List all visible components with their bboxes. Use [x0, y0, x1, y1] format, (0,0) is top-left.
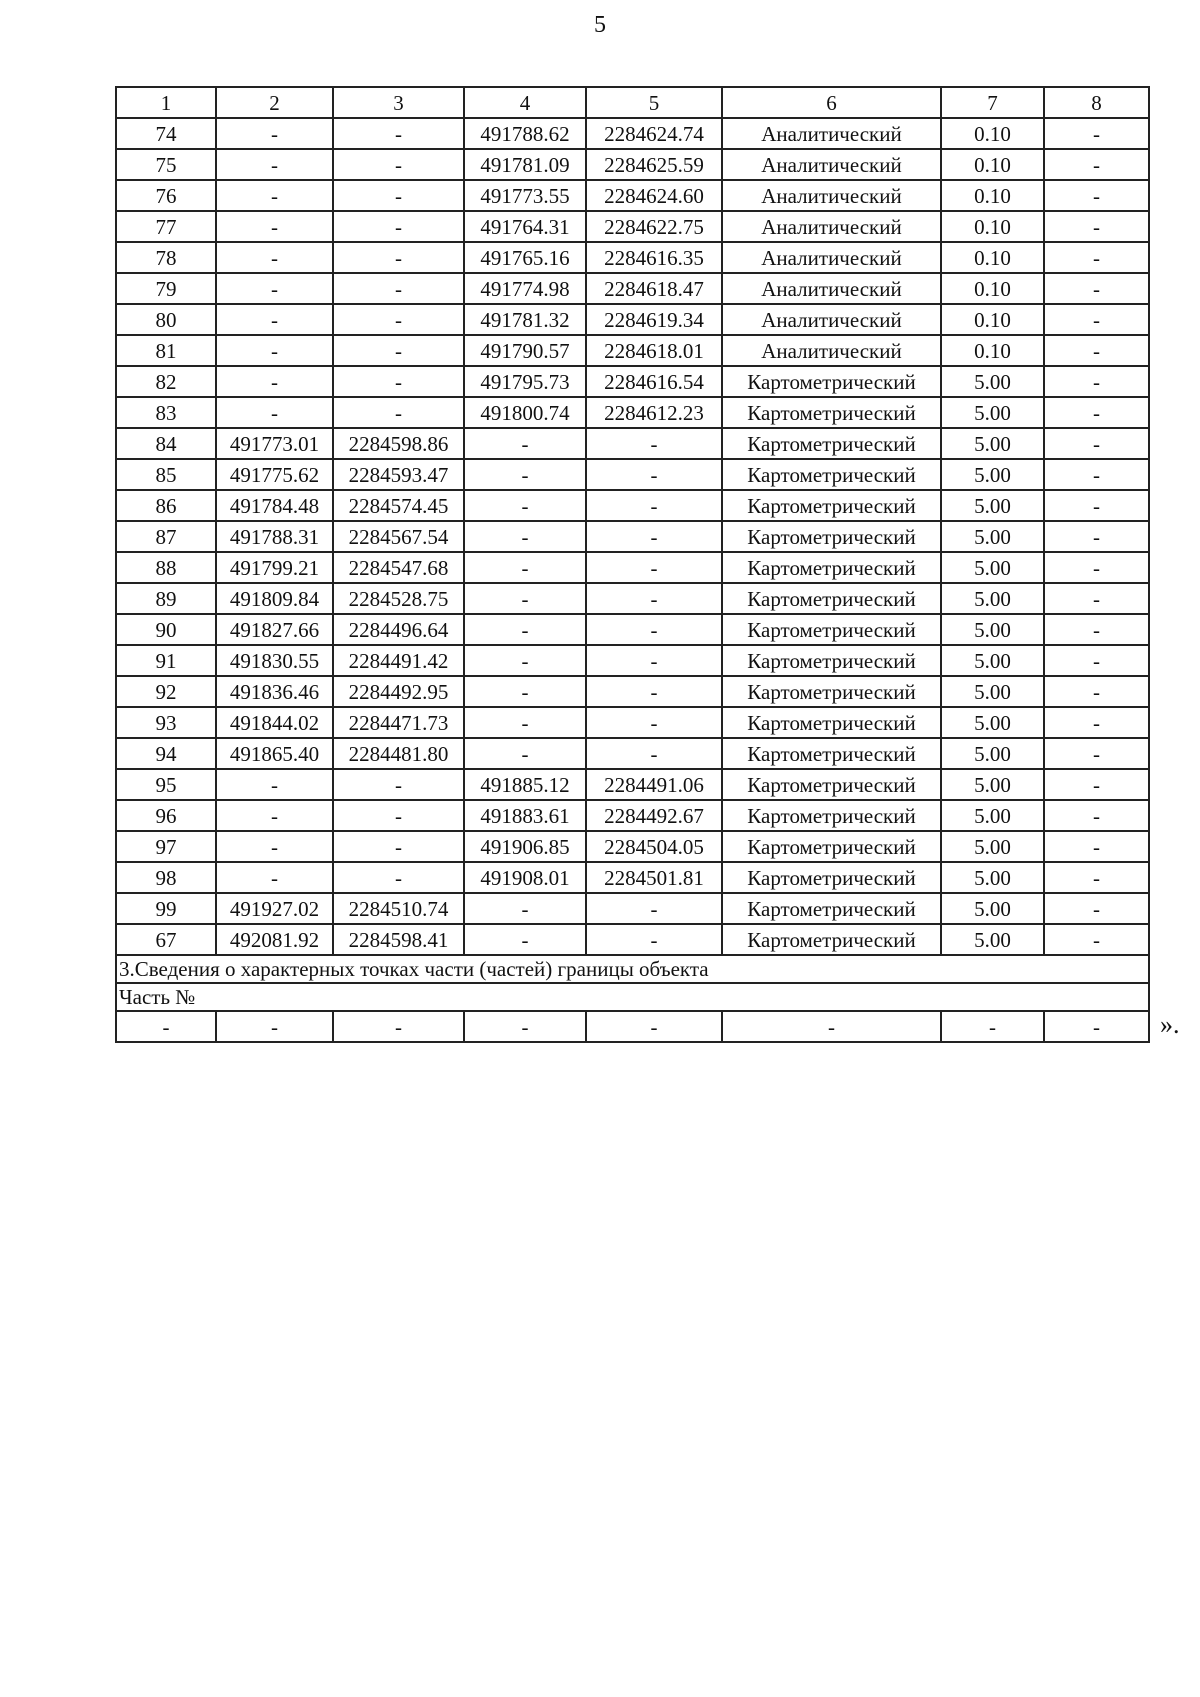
table-cell: - [333, 211, 464, 242]
table-cell: - [586, 552, 722, 583]
table-cell: - [216, 242, 333, 273]
table-cell: 80 [116, 304, 216, 335]
table-cell: 5.00 [941, 769, 1044, 800]
table-cell: 5.00 [941, 614, 1044, 645]
table-cell: 75 [116, 149, 216, 180]
table-cell: Аналитический [722, 242, 941, 273]
table-cell: Картометрический [722, 707, 941, 738]
table-cell: 2284504.05 [586, 831, 722, 862]
table-cell: 2284491.42 [333, 645, 464, 676]
table-cell: 93 [116, 707, 216, 738]
table-cell: 78 [116, 242, 216, 273]
table-cell: - [586, 490, 722, 521]
table-cell: - [1044, 366, 1149, 397]
column-header: 4 [464, 87, 586, 118]
table-cell: - [333, 366, 464, 397]
table-cell: 84 [116, 428, 216, 459]
table-cell: 2284492.95 [333, 676, 464, 707]
table-cell: Аналитический [722, 149, 941, 180]
table-cell: - [1044, 428, 1149, 459]
table-cell: - [1044, 893, 1149, 924]
table-cell: - [1044, 552, 1149, 583]
table-header-row [116, 87, 1149, 118]
table-cell: - [1044, 118, 1149, 149]
column-header: 3 [333, 87, 464, 118]
table-cell: 2284593.47 [333, 459, 464, 490]
table-cell: 2284624.74 [586, 118, 722, 149]
table-cell: - [333, 831, 464, 862]
table-cell: 2284567.54 [333, 521, 464, 552]
table-cell: - [1044, 397, 1149, 428]
table-cell: 491927.02 [216, 893, 333, 924]
table-cell: - [1044, 769, 1149, 800]
column-header: 5 [586, 87, 722, 118]
table-cell: 5.00 [941, 459, 1044, 490]
table-cell: 88 [116, 552, 216, 583]
table-cell: 76 [116, 180, 216, 211]
table-cell: 2284619.34 [586, 304, 722, 335]
table-cell: 74 [116, 118, 216, 149]
table-cell: - [464, 552, 586, 583]
table-cell: 491790.57 [464, 335, 586, 366]
table-cell: 2284491.06 [586, 769, 722, 800]
table-row [116, 800, 1149, 831]
table-cell: - [586, 893, 722, 924]
table-cell: - [333, 397, 464, 428]
table-row [116, 366, 1149, 397]
table-cell: 5.00 [941, 645, 1044, 676]
table-cell: 2284510.74 [333, 893, 464, 924]
table-cell: Картометрический [722, 676, 941, 707]
table-cell: 5.00 [941, 831, 1044, 862]
table-cell: Аналитический [722, 335, 941, 366]
table-cell: 97 [116, 831, 216, 862]
table-cell: 491775.62 [216, 459, 333, 490]
table-row [116, 118, 1149, 149]
table-cell: 5.00 [941, 583, 1044, 614]
table-row [116, 583, 1149, 614]
table-cell: 0.10 [941, 118, 1044, 149]
table-row [116, 490, 1149, 521]
table-cell: - [333, 180, 464, 211]
table-cell: - [1044, 521, 1149, 552]
table-cell: Картометрический [722, 738, 941, 769]
table-cell: - [1044, 862, 1149, 893]
table-cell: - [216, 149, 333, 180]
table-row [116, 335, 1149, 366]
table-cell: - [1044, 738, 1149, 769]
table-cell: 491784.48 [216, 490, 333, 521]
table-cell: - [586, 614, 722, 645]
table-cell: 2284547.68 [333, 552, 464, 583]
table-cell: - [333, 149, 464, 180]
table-cell: 491836.46 [216, 676, 333, 707]
table-cell: 96 [116, 800, 216, 831]
table-cell: - [216, 769, 333, 800]
table-row [116, 862, 1149, 893]
table-cell: Картометрический [722, 831, 941, 862]
table-cell: 5.00 [941, 676, 1044, 707]
table-cell: - [586, 676, 722, 707]
table-cell: 491906.85 [464, 831, 586, 862]
table-cell: 2284496.64 [333, 614, 464, 645]
table-cell: 0.10 [941, 149, 1044, 180]
table-cell: - [1044, 614, 1149, 645]
table-cell: Аналитический [722, 273, 941, 304]
table-row [116, 707, 1149, 738]
table-cell: 2284481.80 [333, 738, 464, 769]
table-cell: 77 [116, 211, 216, 242]
table-cell: 67 [116, 924, 216, 955]
table-cell: - [1044, 1011, 1149, 1042]
table-cell: 491827.66 [216, 614, 333, 645]
table-cell: 83 [116, 397, 216, 428]
column-header: 1 [116, 87, 216, 118]
table-body [116, 87, 1149, 1042]
section-title-row [116, 955, 1149, 983]
empty-table-row [116, 1011, 1149, 1042]
table-cell: Аналитический [722, 211, 941, 242]
table-cell: 0.10 [941, 335, 1044, 366]
table-cell: Картометрический [722, 428, 941, 459]
table-cell: Картометрический [722, 521, 941, 552]
table-cell: - [1044, 149, 1149, 180]
table-cell: - [216, 800, 333, 831]
table-cell: - [216, 1011, 333, 1042]
table-row [116, 242, 1149, 273]
table-cell: 5.00 [941, 428, 1044, 459]
part-label-row [116, 983, 1149, 1011]
table-cell: - [586, 1011, 722, 1042]
table-cell: 2284625.59 [586, 149, 722, 180]
table-row [116, 552, 1149, 583]
column-header: 8 [1044, 87, 1149, 118]
table-cell: 87 [116, 521, 216, 552]
table-cell: 491765.16 [464, 242, 586, 273]
table-cell: - [333, 273, 464, 304]
table-cell: 0.10 [941, 304, 1044, 335]
table-cell: - [333, 242, 464, 273]
table-cell: - [1044, 273, 1149, 304]
table-row [116, 924, 1149, 955]
table-cell: 89 [116, 583, 216, 614]
table-cell: Картометрический [722, 583, 941, 614]
table-cell: 99 [116, 893, 216, 924]
table-cell: 491908.01 [464, 862, 586, 893]
table-cell: 92 [116, 676, 216, 707]
table-cell: 2284622.75 [586, 211, 722, 242]
table-cell: - [116, 1011, 216, 1042]
table-cell: 491788.62 [464, 118, 586, 149]
table-cell: - [1044, 459, 1149, 490]
table-cell: - [216, 304, 333, 335]
table-cell: - [464, 707, 586, 738]
table-cell: 5.00 [941, 800, 1044, 831]
table-cell: 90 [116, 614, 216, 645]
table-cell: - [1044, 490, 1149, 521]
table-cell: 2284618.47 [586, 273, 722, 304]
table-cell: - [464, 521, 586, 552]
table-cell: 5.00 [941, 552, 1044, 583]
table-cell: 2284492.67 [586, 800, 722, 831]
table-cell: Аналитический [722, 304, 941, 335]
table-cell: 2284528.75 [333, 583, 464, 614]
table-cell: - [216, 862, 333, 893]
column-header: 7 [941, 87, 1044, 118]
table-cell: 2284598.86 [333, 428, 464, 459]
table-cell: 5.00 [941, 490, 1044, 521]
table-cell: Картометрический [722, 366, 941, 397]
table-cell: - [333, 304, 464, 335]
table-cell: 491781.32 [464, 304, 586, 335]
table-cell: 491809.84 [216, 583, 333, 614]
table-cell: - [216, 335, 333, 366]
table-cell: Картометрический [722, 800, 941, 831]
table-cell: 95 [116, 769, 216, 800]
table-cell: Картометрический [722, 893, 941, 924]
table-cell: - [1044, 242, 1149, 273]
table-cell: - [333, 335, 464, 366]
table-cell: - [464, 676, 586, 707]
table-cell: Картометрический [722, 769, 941, 800]
table-row [116, 459, 1149, 490]
table-cell: 2284616.35 [586, 242, 722, 273]
table-row [116, 769, 1149, 800]
table-cell: 5.00 [941, 893, 1044, 924]
table-cell: - [464, 924, 586, 955]
table-cell: - [586, 924, 722, 955]
table-cell: - [216, 273, 333, 304]
table-cell: 5.00 [941, 707, 1044, 738]
table-row [116, 180, 1149, 211]
table-cell: 491764.31 [464, 211, 586, 242]
table-cell: 2284501.81 [586, 862, 722, 893]
table-cell: 491795.73 [464, 366, 586, 397]
table-cell: - [1044, 676, 1149, 707]
table-cell: - [464, 428, 586, 459]
table-cell: Картометрический [722, 552, 941, 583]
table-cell: - [1044, 211, 1149, 242]
table-cell: 2284618.01 [586, 335, 722, 366]
table-cell: 5.00 [941, 366, 1044, 397]
table-cell: 491781.09 [464, 149, 586, 180]
table-row [116, 676, 1149, 707]
table-row [116, 149, 1149, 180]
table-cell: - [1044, 645, 1149, 676]
table-cell: - [586, 583, 722, 614]
table-row [116, 645, 1149, 676]
table-cell: Картометрический [722, 645, 941, 676]
table-cell: 491773.55 [464, 180, 586, 211]
table-cell: 5.00 [941, 521, 1044, 552]
table-cell: 491800.74 [464, 397, 586, 428]
table-cell: - [1044, 180, 1149, 211]
table-cell: 79 [116, 273, 216, 304]
table-cell: - [586, 521, 722, 552]
table-cell: 2284598.41 [333, 924, 464, 955]
table-cell: 85 [116, 459, 216, 490]
table-cell: - [464, 614, 586, 645]
column-header: 2 [216, 87, 333, 118]
page-number: 5 [594, 12, 606, 38]
table-row [116, 273, 1149, 304]
table-cell: 0.10 [941, 180, 1044, 211]
table-cell: - [464, 490, 586, 521]
table-cell: - [216, 180, 333, 211]
table-cell: 5.00 [941, 862, 1044, 893]
table-cell: - [1044, 583, 1149, 614]
table-cell: Картометрический [722, 490, 941, 521]
table-row [116, 397, 1149, 428]
table-cell: - [722, 1011, 941, 1042]
table-cell: - [464, 645, 586, 676]
table-cell: 86 [116, 490, 216, 521]
table-cell: Картометрический [722, 862, 941, 893]
table-row [116, 211, 1149, 242]
table-cell: - [216, 211, 333, 242]
table-cell: 5.00 [941, 738, 1044, 769]
table-cell: - [333, 800, 464, 831]
table-cell: 491885.12 [464, 769, 586, 800]
table-cell: - [464, 1011, 586, 1042]
table-cell: - [333, 862, 464, 893]
table-cell: 2284471.73 [333, 707, 464, 738]
table-cell: 492081.92 [216, 924, 333, 955]
table-row [116, 521, 1149, 552]
table-cell: - [586, 459, 722, 490]
table-row [116, 831, 1149, 862]
table-cell: - [586, 707, 722, 738]
table-cell: 81 [116, 335, 216, 366]
table-cell: 491865.40 [216, 738, 333, 769]
table-cell: - [1044, 707, 1149, 738]
table-cell: 491788.31 [216, 521, 333, 552]
table-cell: 98 [116, 862, 216, 893]
table-cell: - [1044, 924, 1149, 955]
column-header: 6 [722, 87, 941, 118]
table-cell: Картометрический [722, 397, 941, 428]
table-cell: 0.10 [941, 273, 1044, 304]
table-cell: 491773.01 [216, 428, 333, 459]
table-cell: Картометрический [722, 924, 941, 955]
table-cell: 94 [116, 738, 216, 769]
table-cell: 2284612.23 [586, 397, 722, 428]
table-cell: 491883.61 [464, 800, 586, 831]
table-cell: - [333, 118, 464, 149]
table-cell: - [333, 1011, 464, 1042]
table-cell: - [586, 428, 722, 459]
table-cell: Аналитический [722, 180, 941, 211]
table-row [116, 614, 1149, 645]
table-cell: - [941, 1011, 1044, 1042]
table-cell: - [464, 583, 586, 614]
table-cell: - [1044, 800, 1149, 831]
table-cell: - [333, 769, 464, 800]
table-cell: 5.00 [941, 397, 1044, 428]
table-cell: Аналитический [722, 118, 941, 149]
table-cell: - [464, 738, 586, 769]
table-cell: - [1044, 304, 1149, 335]
table-cell: 491799.21 [216, 552, 333, 583]
table-cell: - [586, 645, 722, 676]
closing-quote-mark: ». [1160, 1010, 1180, 1039]
part-label: Часть № [116, 983, 1149, 1011]
table-cell: - [216, 118, 333, 149]
table-row [116, 738, 1149, 769]
table-cell: - [216, 831, 333, 862]
coordinates-table [115, 86, 1150, 1043]
table-cell: - [216, 366, 333, 397]
table-cell: - [586, 738, 722, 769]
table-cell: 491830.55 [216, 645, 333, 676]
table-cell: Картометрический [722, 614, 941, 645]
table-cell: Картометрический [722, 459, 941, 490]
table-cell: - [216, 397, 333, 428]
table-cell: - [1044, 335, 1149, 366]
table-row [116, 893, 1149, 924]
table-cell: 2284616.54 [586, 366, 722, 397]
table-cell: 0.10 [941, 242, 1044, 273]
table-cell: - [464, 459, 586, 490]
table-cell: 491774.98 [464, 273, 586, 304]
table-cell: - [464, 893, 586, 924]
table-cell: 5.00 [941, 924, 1044, 955]
table-row [116, 428, 1149, 459]
table-cell: 2284624.60 [586, 180, 722, 211]
table-cell: 0.10 [941, 211, 1044, 242]
table-cell: - [1044, 831, 1149, 862]
table-row [116, 304, 1149, 335]
table-cell: 491844.02 [216, 707, 333, 738]
section-title: 3.Сведения о характерных точках части (частей) границы объекта [116, 955, 1149, 983]
table-cell: 2284574.45 [333, 490, 464, 521]
table-cell: 82 [116, 366, 216, 397]
table-cell: 91 [116, 645, 216, 676]
